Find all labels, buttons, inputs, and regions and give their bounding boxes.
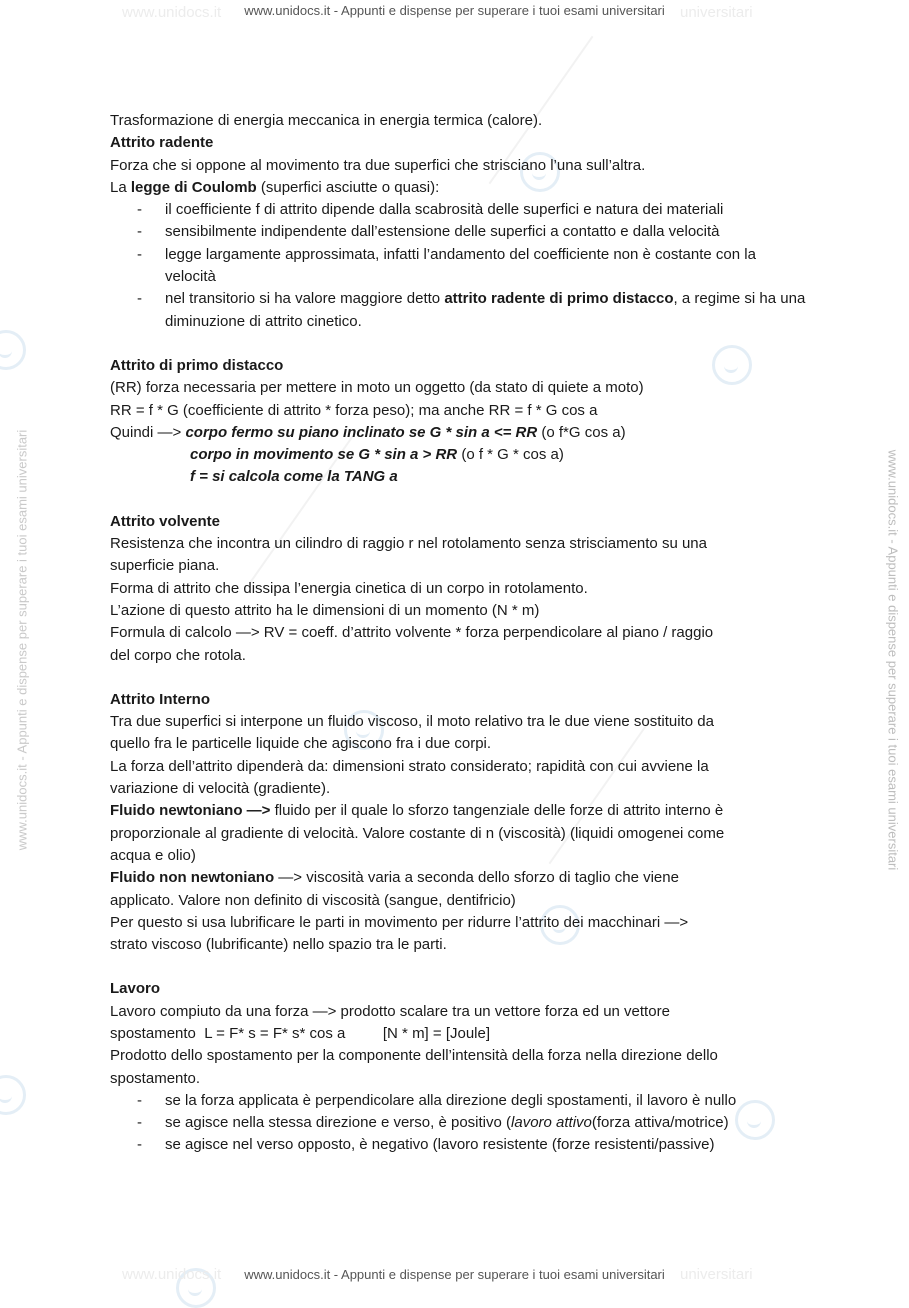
text: Quindi —> bbox=[110, 423, 186, 441]
italic-term: lavoro attivo bbox=[511, 1114, 592, 1132]
paragraph: Formula di calcolo —> RV = coeff. d’attrito volvente * forza perpendicolare al piano / raggio bbox=[110, 624, 714, 642]
section-title-radente: Attrito radente bbox=[110, 134, 214, 152]
paragraph: superficie piana. bbox=[110, 557, 220, 575]
paragraph: variazione di velocità (gradiente). bbox=[110, 780, 331, 798]
text: fluido per il quale lo sforzo tangenziale delle forze di attrito interno è bbox=[270, 802, 724, 820]
paragraph: La forza dell’attrito dipenderà da: dimensioni strato considerato; rapidità con cui avviene la bbox=[110, 757, 709, 775]
formula-line: spostamento L = F* s = F* s* cos a [N * m] = [Joule] bbox=[110, 1024, 491, 1042]
paragraph: quello fra le particelle liquide che agiscono fra i due corpi. bbox=[110, 735, 492, 753]
document-body bbox=[110, 110, 810, 1157]
paragraph bbox=[110, 867, 810, 889]
paragraph: Per questo si usa lubrificare le parti in movimento per ridurre l’attrito dei macchinari —> bbox=[110, 913, 689, 931]
bold-term: attrito radente di primo distacco bbox=[444, 290, 674, 308]
bold-italic-term: corpo fermo su piano inclinato se G * sin a <= RR bbox=[185, 423, 538, 441]
watermark-logo-icon bbox=[0, 1075, 26, 1115]
list-item: - se agisce nel verso opposto, è negativo (lavoro resistente (forze resistenti/passive) bbox=[110, 1134, 810, 1156]
text: La bbox=[110, 178, 131, 196]
intro-text: Trasformazione di energia meccanica in energia termica (calore). bbox=[110, 112, 543, 129]
lavoro-list bbox=[110, 1090, 810, 1157]
paragraph: del corpo che rotola. bbox=[110, 646, 246, 664]
section-title-primo-distacco: Attrito di primo distacco bbox=[110, 356, 284, 374]
text: (o f * G * cos a) bbox=[457, 446, 564, 464]
watermark-ghost-right: universitari bbox=[680, 4, 753, 21]
paragraph: Forza che si oppone al movimento tra due superfici che strisciano l’una sull’altra. bbox=[110, 156, 646, 174]
coulomb-line bbox=[110, 177, 810, 199]
watermark-side-left: www.unidocs.it - Appunti e dispense per superare i tuoi esami universitari bbox=[14, 429, 30, 851]
text: (o f*G cos a) bbox=[537, 423, 626, 441]
list-item bbox=[110, 1112, 810, 1134]
text: (superfici asciutte o quasi): bbox=[256, 178, 440, 196]
text: —> viscosità varia a seconda dello sforzo di taglio che viene bbox=[274, 869, 679, 887]
paragraph bbox=[110, 466, 810, 488]
coulomb-list bbox=[110, 199, 810, 333]
list-item: - se la forza applicata è perpendicolare alla direzione degli spostamenti, il lavoro è nullo bbox=[110, 1090, 810, 1112]
paragraph: acqua e olio) bbox=[110, 846, 196, 864]
list-item bbox=[110, 288, 810, 333]
paragraph bbox=[110, 800, 810, 822]
bold-italic-term: corpo in movimento se G * sin a > RR bbox=[190, 446, 458, 464]
bold-term: Fluido newtoniano —> bbox=[110, 802, 271, 820]
paragraph: strato viscoso (lubrificante) nello spazio tra le parti. bbox=[110, 936, 447, 954]
text: (forza attiva/motrice) bbox=[591, 1114, 729, 1132]
section-title-volvente: Attrito volvente bbox=[110, 512, 221, 530]
watermark-side-right: www.unidocs.it - Appunti e dispense per superare i tuoi esami universitari bbox=[885, 449, 901, 871]
paragraph bbox=[110, 444, 810, 466]
watermark-ghost-left: www.unidocs.it bbox=[122, 4, 222, 21]
watermark-header: www.unidocs.it - Appunti e dispense per superare i tuoi esami universitari bbox=[244, 3, 665, 18]
paragraph: Prodotto dello spostamento per la componente dell’intensità della forza nella direzione dello bbox=[110, 1047, 718, 1065]
watermark-footer: www.unidocs.it - Appunti e dispense per superare i tuoi esami universitari bbox=[244, 1267, 665, 1282]
paragraph: applicato. Valore non definito di viscosità (sangue, dentifricio) bbox=[110, 891, 516, 909]
paragraph bbox=[110, 422, 810, 444]
watermark-ghost-left: www.unidocs.it bbox=[122, 1266, 222, 1283]
list-item: - legge largamente approssimata, infatti l’andamento del coefficiente non è costante con la velocità bbox=[110, 244, 810, 289]
bold-term: legge di Coulomb bbox=[130, 178, 257, 196]
text: nel transitorio si ha valore maggiore detto bbox=[165, 290, 445, 308]
text: , a regime si ha una diminuzione di attrito cinetico. bbox=[165, 290, 806, 330]
paragraph: Lavoro compiuto da una forza —> prodotto scalare tra un vettore forza ed un vettore bbox=[110, 1002, 670, 1020]
bold-italic-term: f = si calcola come la TANG a bbox=[190, 468, 398, 486]
section-title-interno: Attrito Interno bbox=[110, 690, 210, 708]
list-item: - sensibilmente indipendente dall’estensione delle superfici a contatto e dalla velocità bbox=[110, 221, 810, 243]
paragraph: spostamento. bbox=[110, 1069, 201, 1087]
paragraph: Resistenza che incontra un cilindro di raggio r nel rotolamento senza strisciamento su una bbox=[110, 535, 707, 553]
paragraph: (RR) forza necessaria per mettere in moto un oggetto (da stato di quiete a moto) bbox=[110, 379, 644, 397]
bold-term: Fluido non newtoniano bbox=[110, 869, 275, 887]
paragraph: RR = f * G (coefficiente di attrito * forza peso); ma anche RR = f * G cos a bbox=[110, 401, 598, 419]
paragraph: Forma di attrito che dissipa l’energia cinetica di un corpo in rotolamento. bbox=[110, 579, 588, 597]
paragraph: Tra due superfici si interpone un fluido viscoso, il moto relativo tra le due viene sostituito da bbox=[110, 713, 714, 731]
paragraph: L’azione di questo attrito ha le dimensioni di un momento (N * m) bbox=[110, 601, 540, 619]
paragraph: proporzionale al gradiente di velocità. Valore costante di n (viscosità) (liquidi omogenei come bbox=[110, 824, 725, 842]
watermark-logo-icon bbox=[0, 330, 26, 370]
section-title-lavoro: Lavoro bbox=[110, 980, 161, 998]
watermark-ghost-right: universitari bbox=[680, 1266, 753, 1283]
list-item: - il coefficiente f di attrito dipende dalla scabrosità delle superfici e natura dei materiali bbox=[110, 199, 810, 221]
text: se agisce nella stessa direzione e verso, è positivo ( bbox=[165, 1114, 512, 1132]
